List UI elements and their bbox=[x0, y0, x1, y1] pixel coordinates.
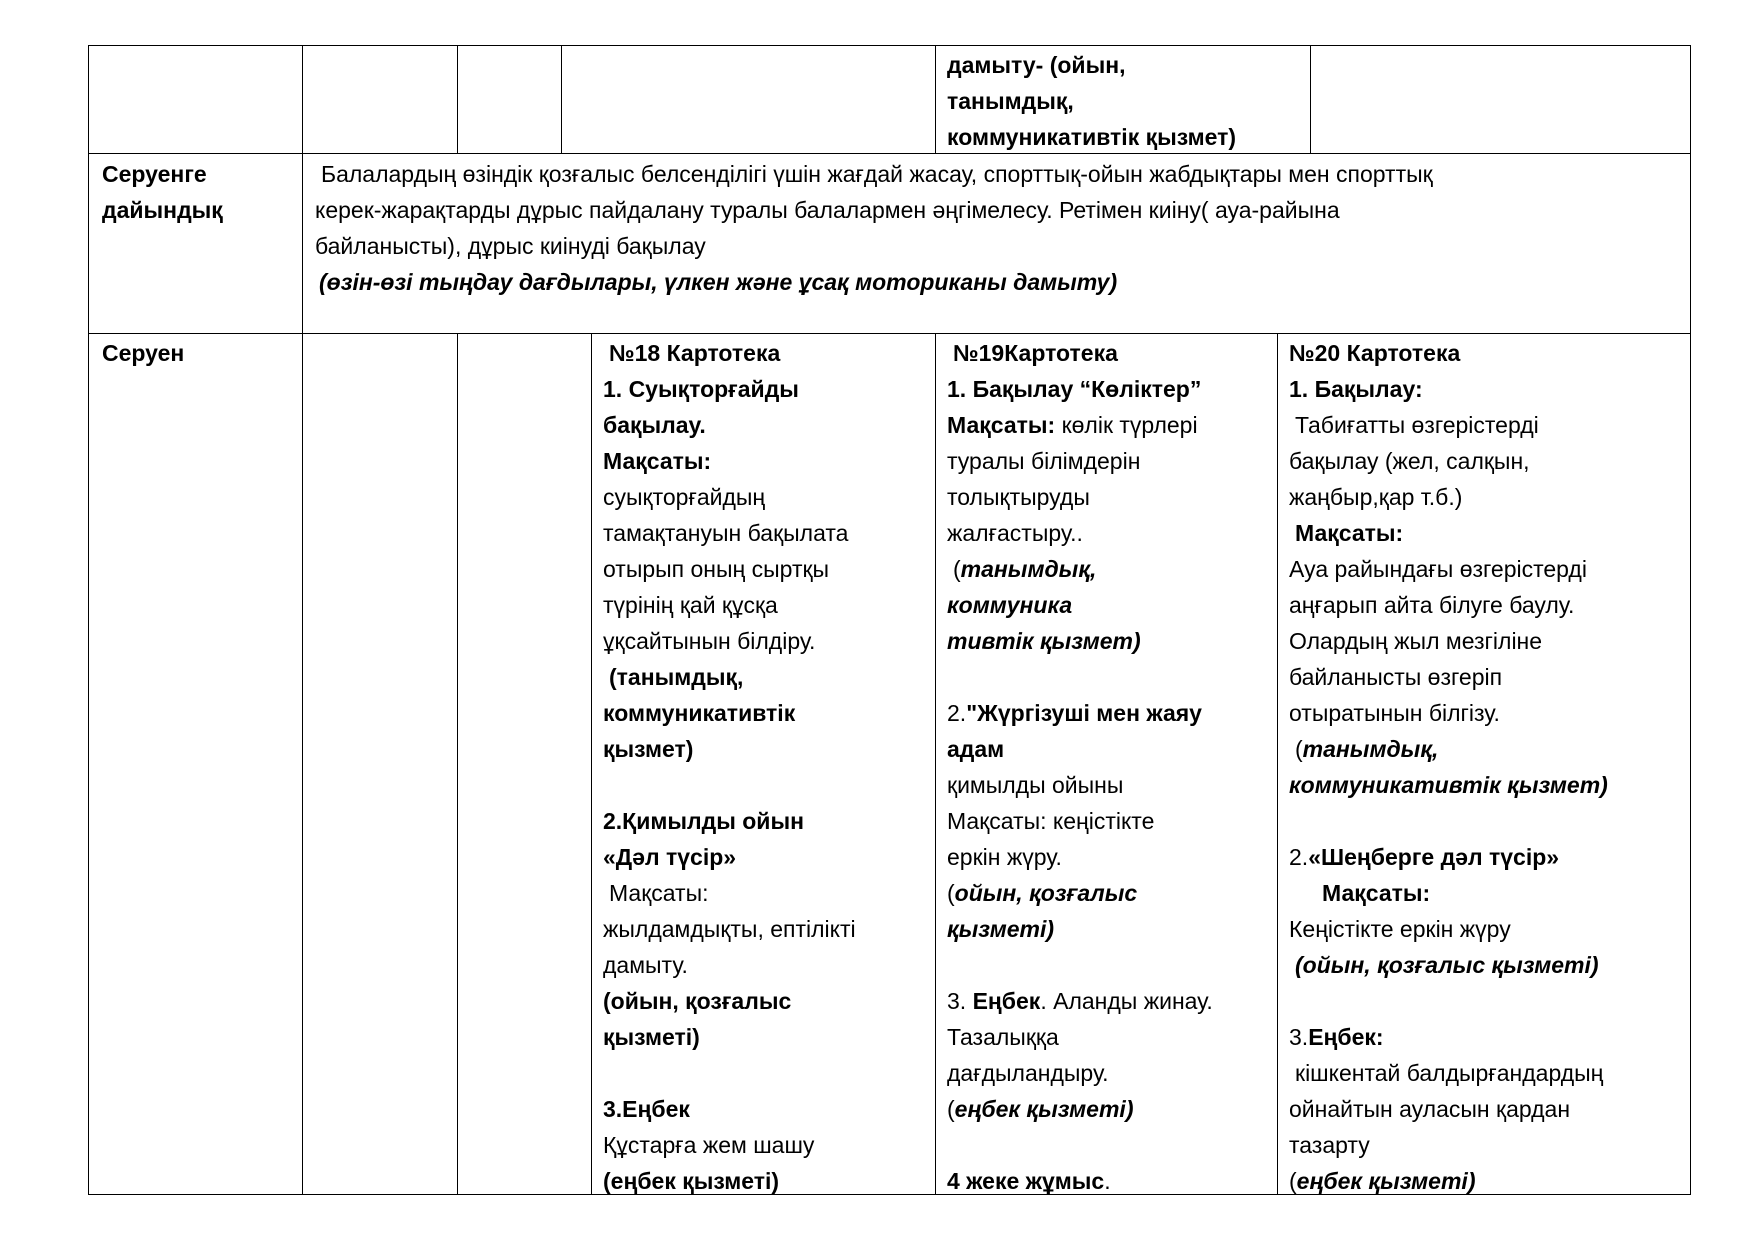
card-20-title: №20 Картотека bbox=[1289, 340, 1461, 366]
card-20: №20 Картотека 1. Бақылау: Табиғатты өзгерістерді бақылау (жел, салқын, жаңбыр,қар т.б.) Мақсаты: Ауа райындағы өзгерістерді аңғарып айта білуге баулу. Олардың жыл мезгіліне байланысты өзгеріп отыратынын білгізу. (танымдық, коммуникативтік қызмет) 2.«Шеңберге дәл түсір» Мақсаты: Кеңістікте еркін жүру (ойын, қозғалыс қызметі) 3.Еңбек: кішкентай балдырғандардың ойнайтын ауласын қардан тазарту (еңбек қызметі) bbox=[1289, 335, 1608, 1199]
table-border-right bbox=[1690, 45, 1691, 1195]
row-label-walk: Серуен bbox=[102, 340, 185, 366]
table-border-top bbox=[88, 45, 1690, 46]
card-19: №19Картотека 1. Бақылау “Көліктер” Мақсаты: көлік түрлері туралы білімдерін толықтыруды жалғастыру.. (танымдық, коммуника тивтік қызмет) 2."Жүргізуші мен жаяу адам қимылды ойыны Мақсаты: кеңістікте еркін жүру. (ойын, қозғалыс қызметі) 3. Еңбек. Аланды жинау. Тазалыққа дағдыландыру. (еңбек қызметі) 4 жеке жұмыс. bbox=[947, 335, 1213, 1199]
row-divider-1 bbox=[88, 153, 1690, 154]
row1-activity-text: дамыту- (ойын, танымдық, коммуникативтік қызмет) bbox=[947, 52, 1237, 150]
column-divider-5b bbox=[1277, 333, 1278, 1194]
card-18-title: №18 Картотека bbox=[609, 340, 781, 366]
column-divider-label bbox=[302, 45, 303, 1195]
column-divider-2 bbox=[457, 333, 458, 1194]
column-divider-4b bbox=[935, 333, 936, 1194]
row-label-walk-preparation: Серуенге дайындық bbox=[102, 161, 223, 223]
card-18: №18 Картотека 1. Суықторғайды бақылау. Мақсаты: суықторғайдың тамақтануын бақылата отырып оның сыртқы түрінің қай құсқа ұқсайтынын білдіру. (танымдық, коммуникативтік қызмет) 2.Қимылды ойын «Дәл түсір» Мақсаты: жылдамдықты, ептілікті дамыту. (ойын, қозғалыс қызметі) 3.Еңбек Құстарға жем шашу (еңбек қызметі) bbox=[603, 335, 856, 1199]
column-divider-4 bbox=[935, 45, 936, 153]
table-border-left bbox=[88, 45, 89, 1195]
card-19-title: №19Картотека bbox=[953, 340, 1118, 366]
column-divider-2 bbox=[457, 45, 458, 153]
walk-preparation-text: Балалардың өзіндік қозғалыс белсенділігі үшін жағдай жасау, спорттық-ойын жабдықтары мен спорттық керек-жарақтарды дұрыс пайдалану туралы балалармен әңгімелесу. Ретімен киіну( ауа-райына байланысты), дұрыс киінуді бақылау (өзін-өзі тыңдау дағдылары, үлкен және ұсақ моториканы дамыту) bbox=[315, 161, 1433, 295]
column-divider-5 bbox=[1310, 45, 1311, 153]
column-divider-3 bbox=[561, 45, 562, 153]
column-divider-3b bbox=[591, 333, 592, 1194]
row-divider-2 bbox=[88, 333, 1690, 334]
